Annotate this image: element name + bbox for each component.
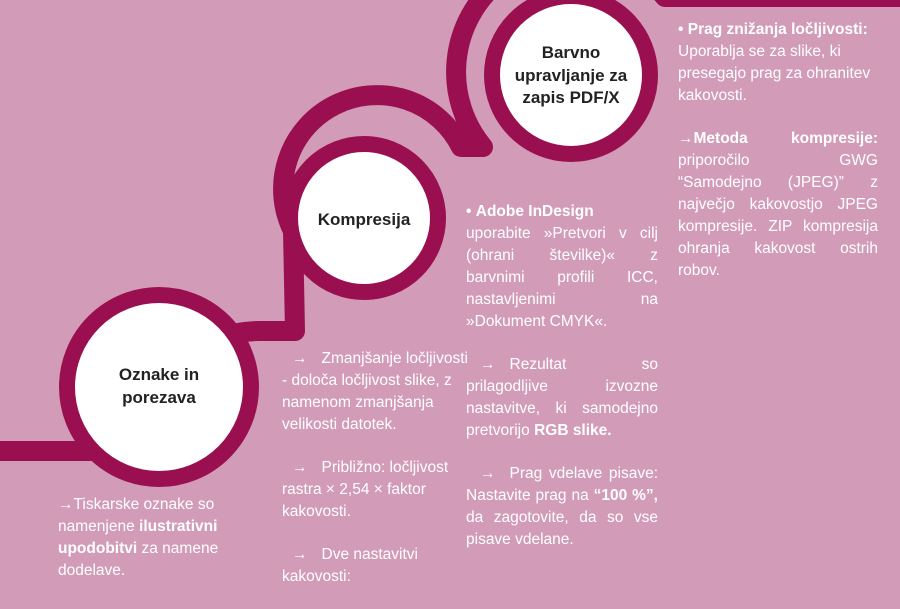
column-oznake-item	[58, 494, 248, 582]
item-text: Zmanjšanje ločljivosti - določa ločljivost slike, z namenom zmanjšanja velikosti datotek.	[282, 350, 468, 433]
item-bold: Adobe InDesign	[475, 203, 594, 220]
step-label-3-line-1: Barvno	[541, 42, 601, 62]
item-bold: ilustrativni upodobitvi	[58, 518, 218, 557]
column-barvno-left	[466, 201, 658, 572]
item-text: Dve nastavitvi kakovosti:	[282, 546, 418, 585]
item-tail: za namene dodelave.	[58, 540, 219, 579]
item-tail: da zagotovite, da so vse pisave vdelane.	[466, 509, 658, 548]
item-text: Prag vdelave pisave: Nastavite prag na	[466, 465, 658, 504]
arrow-icon: →	[480, 465, 496, 482]
step-label-3-line-3: zapis PDF/X	[522, 88, 620, 108]
column-barvno-item-1	[466, 201, 658, 333]
bullet-icon: •	[466, 203, 472, 220]
column-barvno-item-3	[466, 463, 658, 551]
item-text: Rezultat so prilagodljive izvozne nastavitve, ki samodejno pretvorijo	[466, 356, 658, 439]
step-label-3-line-2: upravljanje za	[514, 65, 628, 85]
column-barvno-right-item-1	[678, 19, 878, 107]
column-kompresija-item-2	[282, 457, 472, 523]
item-bold: “100 %”,	[593, 487, 658, 504]
step-label-2-line-1: Kompresija	[317, 209, 411, 229]
item-text: Uporablja se za slike, ki presegajo prag za ohranitev kakovosti.	[678, 43, 871, 104]
item-bold: Prag znižanja ločljivosti:	[687, 21, 868, 38]
item-text: Tiskarske oznake so namenjene	[58, 496, 215, 535]
step-label-1-line-2: porezava	[122, 388, 196, 407]
step-label-1	[79, 347, 239, 427]
arrow-icon: →	[292, 459, 308, 476]
arrow-icon: →	[678, 130, 694, 147]
item-bold: RGB slike.	[534, 422, 612, 439]
column-kompresija	[282, 348, 472, 609]
step-label-1-line-1: Oznake in	[118, 365, 200, 385]
step-label-2	[294, 198, 434, 242]
column-kompresija-item-3	[282, 544, 472, 588]
column-barvno-item-2	[466, 354, 658, 442]
column-barvno-right-item-2	[678, 128, 878, 282]
step-label-3	[496, 36, 646, 116]
item-text: priporočilo GWG “Samodejno (JPEG)” z največjo kakovostjo JPEG kompresije. ZIP kompresija ohranja kakovost ostrih robov.	[678, 152, 878, 279]
item-bold: Metoda kompresije:	[693, 130, 878, 147]
bullet-icon: •	[678, 21, 684, 38]
column-kompresija-item-1	[282, 348, 472, 436]
arrow-icon: →	[292, 350, 308, 367]
column-oznake	[58, 494, 248, 603]
column-barvno-right	[678, 19, 878, 303]
arrow-icon: →	[58, 496, 74, 513]
item-text: Približno: ločljivost rastra × 2,54 × faktor kakovosti.	[282, 459, 449, 520]
item-text: uporabite »Pretvori v cilj (ohrani številke)« z barvnimi profili ICC, nastavljenimi na »Dokument CMYK«.	[466, 225, 658, 330]
arrow-icon: →	[292, 546, 308, 563]
arrow-icon: →	[480, 356, 496, 373]
